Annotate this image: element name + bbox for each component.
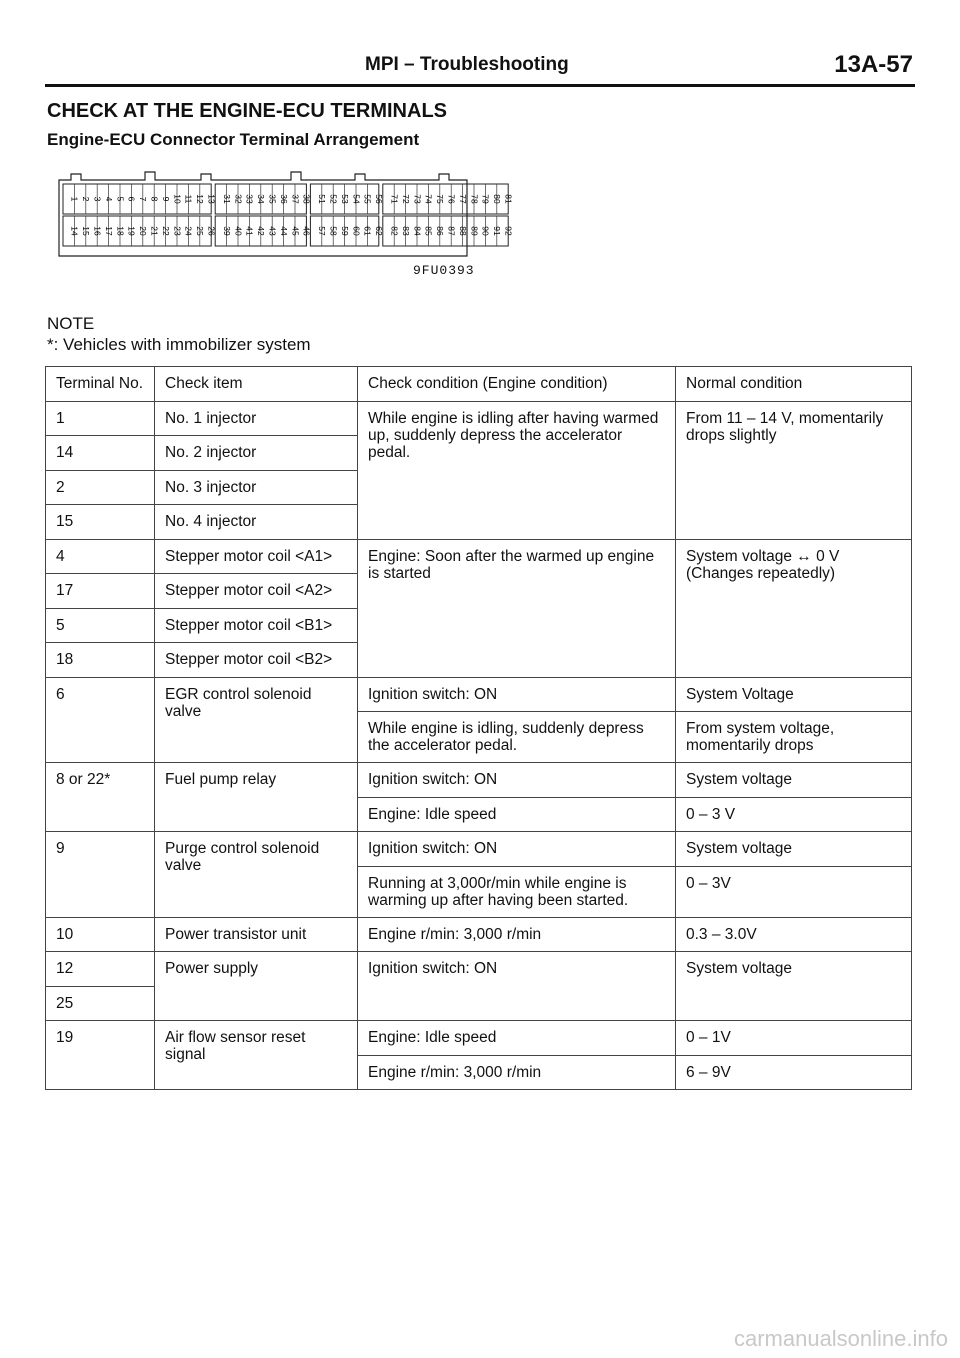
terminal-pin-label: 14 <box>69 226 80 236</box>
check-item-cell: Stepper motor coil <B2> <box>155 643 358 678</box>
footer-watermark: carmanualsonline.info <box>733 1326 948 1351</box>
terminal-pin-label: 34 <box>256 194 267 204</box>
terminal-pin-label: 24 <box>183 226 194 236</box>
table-row <box>46 1021 912 1056</box>
terminal-pin-label: 2 <box>81 196 92 202</box>
normal-cell: System voltage ↔ 0 V (Changes repeatedly) <box>676 539 912 677</box>
terminal-pin-label: 72 <box>400 194 411 204</box>
condition-cell: Engine: Idle speed <box>358 797 676 832</box>
sub-title: Engine-ECU Connector Terminal Arrangement <box>47 130 420 149</box>
terminal-cell: 18 <box>46 643 155 678</box>
terminal-cell: 15 <box>46 505 155 540</box>
terminal-check-table <box>45 366 912 1090</box>
terminal-pin-label: 25 <box>195 226 206 236</box>
terminal-pin-label: 75 <box>435 194 446 204</box>
terminal-pin-label: 15 <box>81 226 92 236</box>
terminal-cell: 9 <box>46 832 155 918</box>
check-item-cell: Stepper motor coil <B1> <box>155 608 358 643</box>
condition-cell: Engine r/min: 3,000 r/min <box>358 917 676 952</box>
terminal-pin-label: 76 <box>446 194 457 204</box>
terminal-pin-label: 46 <box>301 226 312 236</box>
figure-code: 9FU0393 <box>413 263 475 278</box>
terminal-pin-label: 61 <box>362 226 373 236</box>
terminal-pin-label: 62 <box>374 226 385 236</box>
terminal-pin-label: 85 <box>423 226 434 236</box>
table-row <box>46 832 912 867</box>
terminal-pin-label: 88 <box>457 226 468 236</box>
header-check-item: Check item <box>155 367 358 402</box>
table-row <box>46 917 912 952</box>
terminal-pin-label: 21 <box>149 226 160 236</box>
connector-labels <box>70 194 514 236</box>
terminal-pin-label: 23 <box>172 226 183 236</box>
condition-cell: Engine r/min: 3,000 r/min <box>358 1055 676 1090</box>
condition-cell: While engine is idling after having warmed up, suddenly depress the accelerator pedal. <box>358 401 676 539</box>
terminal-pin-label: 79 <box>480 194 491 204</box>
terminal-pin-label: 44 <box>278 226 289 236</box>
terminal-cell: 6 <box>46 677 155 763</box>
condition-cell: Engine: Soon after the warmed up engine is started <box>358 539 676 677</box>
terminal-pin-label: 7 <box>138 196 149 202</box>
terminal-pin-label: 59 <box>339 226 350 236</box>
note-text: *: Vehicles with immobilizer system <box>47 335 311 354</box>
terminal-pin-label: 39 <box>221 226 232 236</box>
table-row <box>46 952 912 987</box>
terminal-cell: 25 <box>46 986 155 1021</box>
terminal-pin-label: 40 <box>233 226 244 236</box>
terminal-pin-label: 6 <box>126 196 137 202</box>
connector-diagram <box>55 168 514 260</box>
normal-cell: 0.3 – 3.0V <box>676 917 912 952</box>
check-item-cell: Power transistor unit <box>155 917 358 952</box>
check-item-cell: Stepper motor coil <A2> <box>155 574 358 609</box>
terminal-pin-label: 41 <box>244 226 255 236</box>
table-row <box>46 677 912 712</box>
condition-cell: Engine: Idle speed <box>358 1021 676 1056</box>
terminal-pin-label: 91 <box>492 226 503 236</box>
table-row <box>46 539 912 574</box>
terminal-pin-label: 82 <box>389 226 400 236</box>
terminal-pin-label: 86 <box>435 226 446 236</box>
normal-cell: 0 – 3V <box>676 866 912 917</box>
condition-cell: Running at 3,000r/min while engine is warming up after having been started. <box>358 866 676 917</box>
check-item-cell: No. 1 injector <box>155 401 358 436</box>
check-item-cell: No. 3 injector <box>155 470 358 505</box>
terminal-cell: 17 <box>46 574 155 609</box>
terminal-pin-label: 83 <box>400 226 411 236</box>
terminal-cell: 14 <box>46 436 155 471</box>
terminal-pin-label: 84 <box>412 226 423 236</box>
terminal-pin-label: 77 <box>457 194 468 204</box>
terminal-pin-label: 35 <box>267 194 278 204</box>
terminal-pin-label: 74 <box>423 194 434 204</box>
terminal-pin-label: 31 <box>221 194 232 204</box>
terminal-pin-label: 42 <box>256 226 267 236</box>
terminal-pin-label: 10 <box>172 194 183 204</box>
terminal-pin-label: 43 <box>267 226 278 236</box>
terminal-pin-label: 1 <box>69 196 80 202</box>
connector-frames <box>59 172 508 256</box>
terminal-pin-label: 56 <box>374 194 385 204</box>
terminal-pin-label: 18 <box>115 226 126 236</box>
terminal-pin-label: 55 <box>362 194 373 204</box>
terminal-cell: 10 <box>46 917 155 952</box>
terminal-cell: 19 <box>46 1021 155 1090</box>
terminal-pin-label: 37 <box>290 194 301 204</box>
terminal-pin-label: 17 <box>103 226 114 236</box>
terminal-pin-label: 92 <box>503 226 514 236</box>
table-row <box>46 401 912 436</box>
check-item-cell: Fuel pump relay <box>155 763 358 832</box>
terminal-pin-label: 80 <box>492 194 503 204</box>
check-item-cell: Purge control solenoid valve <box>155 832 358 918</box>
normal-cell: System voltage <box>676 952 912 1021</box>
terminal-pin-label: 16 <box>92 226 103 236</box>
terminal-cell: 2 <box>46 470 155 505</box>
check-item-cell: No. 4 injector <box>155 505 358 540</box>
section-title: CHECK AT THE ENGINE-ECU TERMINALS <box>47 100 447 122</box>
condition-cell: While engine is idling, suddenly depress the accelerator pedal. <box>358 712 676 763</box>
check-item-cell: Air flow sensor reset signal <box>155 1021 358 1090</box>
normal-cell: System Voltage <box>676 677 912 712</box>
terminal-pin-label: 54 <box>351 194 362 204</box>
condition-cell: Ignition switch: ON <box>358 763 676 798</box>
normal-cell: From system voltage, momentarily drops <box>676 712 912 763</box>
normal-cell: System voltage <box>676 832 912 867</box>
terminal-cell: 12 <box>46 952 155 987</box>
terminal-pin-label: 81 <box>503 194 514 204</box>
terminal-cell: 8 or 22* <box>46 763 155 832</box>
terminal-pin-label: 4 <box>103 196 114 202</box>
terminal-pin-label: 32 <box>233 194 244 204</box>
page-header <box>45 50 915 87</box>
condition-cell: Ignition switch: ON <box>358 677 676 712</box>
terminal-pin-label: 5 <box>115 196 126 202</box>
condition-cell: Ignition switch: ON <box>358 952 676 1021</box>
terminal-cell: 1 <box>46 401 155 436</box>
terminal-cell: 5 <box>46 608 155 643</box>
terminal-pin-label: 57 <box>317 226 328 236</box>
terminal-pin-label: 52 <box>328 194 339 204</box>
header-normal-condition: Normal condition <box>676 367 912 402</box>
condition-cell: Ignition switch: ON <box>358 832 676 867</box>
terminal-pin-label: 8 <box>149 196 160 202</box>
terminal-pin-label: 26 <box>206 226 217 236</box>
header-check-condition: Check condition (Engine condition) <box>358 367 676 402</box>
terminal-pin-label: 90 <box>480 226 491 236</box>
normal-cell: 0 – 1V <box>676 1021 912 1056</box>
terminal-pin-label: 13 <box>206 194 217 204</box>
note-label: NOTE <box>47 314 95 333</box>
normal-cell: System voltage <box>676 763 912 798</box>
terminal-pin-label: 73 <box>412 194 423 204</box>
terminal-pin-label: 9 <box>160 196 171 202</box>
terminal-pin-label: 12 <box>195 194 206 204</box>
terminal-pin-label: 58 <box>328 226 339 236</box>
terminal-pin-label: 53 <box>339 194 350 204</box>
terminal-pin-label: 71 <box>389 194 400 204</box>
header-title: MPI – Troubleshooting <box>365 54 569 75</box>
terminal-pin-label: 22 <box>160 226 171 236</box>
normal-cell: 0 – 3 V <box>676 797 912 832</box>
terminal-pin-label: 19 <box>126 226 137 236</box>
table-header-row <box>46 367 912 402</box>
normal-cell: From 11 – 14 V, momentarily drops slightly <box>676 401 912 539</box>
header-terminal: Terminal No. <box>46 367 155 402</box>
terminal-pin-label: 60 <box>351 226 362 236</box>
terminal-pin-label: 20 <box>138 226 149 236</box>
check-item-cell: No. 2 injector <box>155 436 358 471</box>
table-row <box>46 763 912 798</box>
check-item-cell: Stepper motor coil <A1> <box>155 539 358 574</box>
terminal-pin-label: 87 <box>446 226 457 236</box>
terminal-pin-label: 3 <box>92 196 103 202</box>
terminal-pin-label: 45 <box>290 226 301 236</box>
terminal-pin-label: 89 <box>469 226 480 236</box>
terminal-pin-label: 38 <box>301 194 312 204</box>
terminal-pin-label: 51 <box>317 194 328 204</box>
check-item-cell: Power supply <box>155 952 358 1021</box>
terminal-pin-label: 33 <box>244 194 255 204</box>
normal-cell: 6 – 9V <box>676 1055 912 1090</box>
check-item-cell: EGR control solenoid valve <box>155 677 358 763</box>
terminal-pin-label: 11 <box>183 194 194 204</box>
page-number: 13A-57 <box>834 51 913 78</box>
terminal-pin-label: 78 <box>469 194 480 204</box>
terminal-cell: 4 <box>46 539 155 574</box>
terminal-pin-label: 36 <box>278 194 289 204</box>
